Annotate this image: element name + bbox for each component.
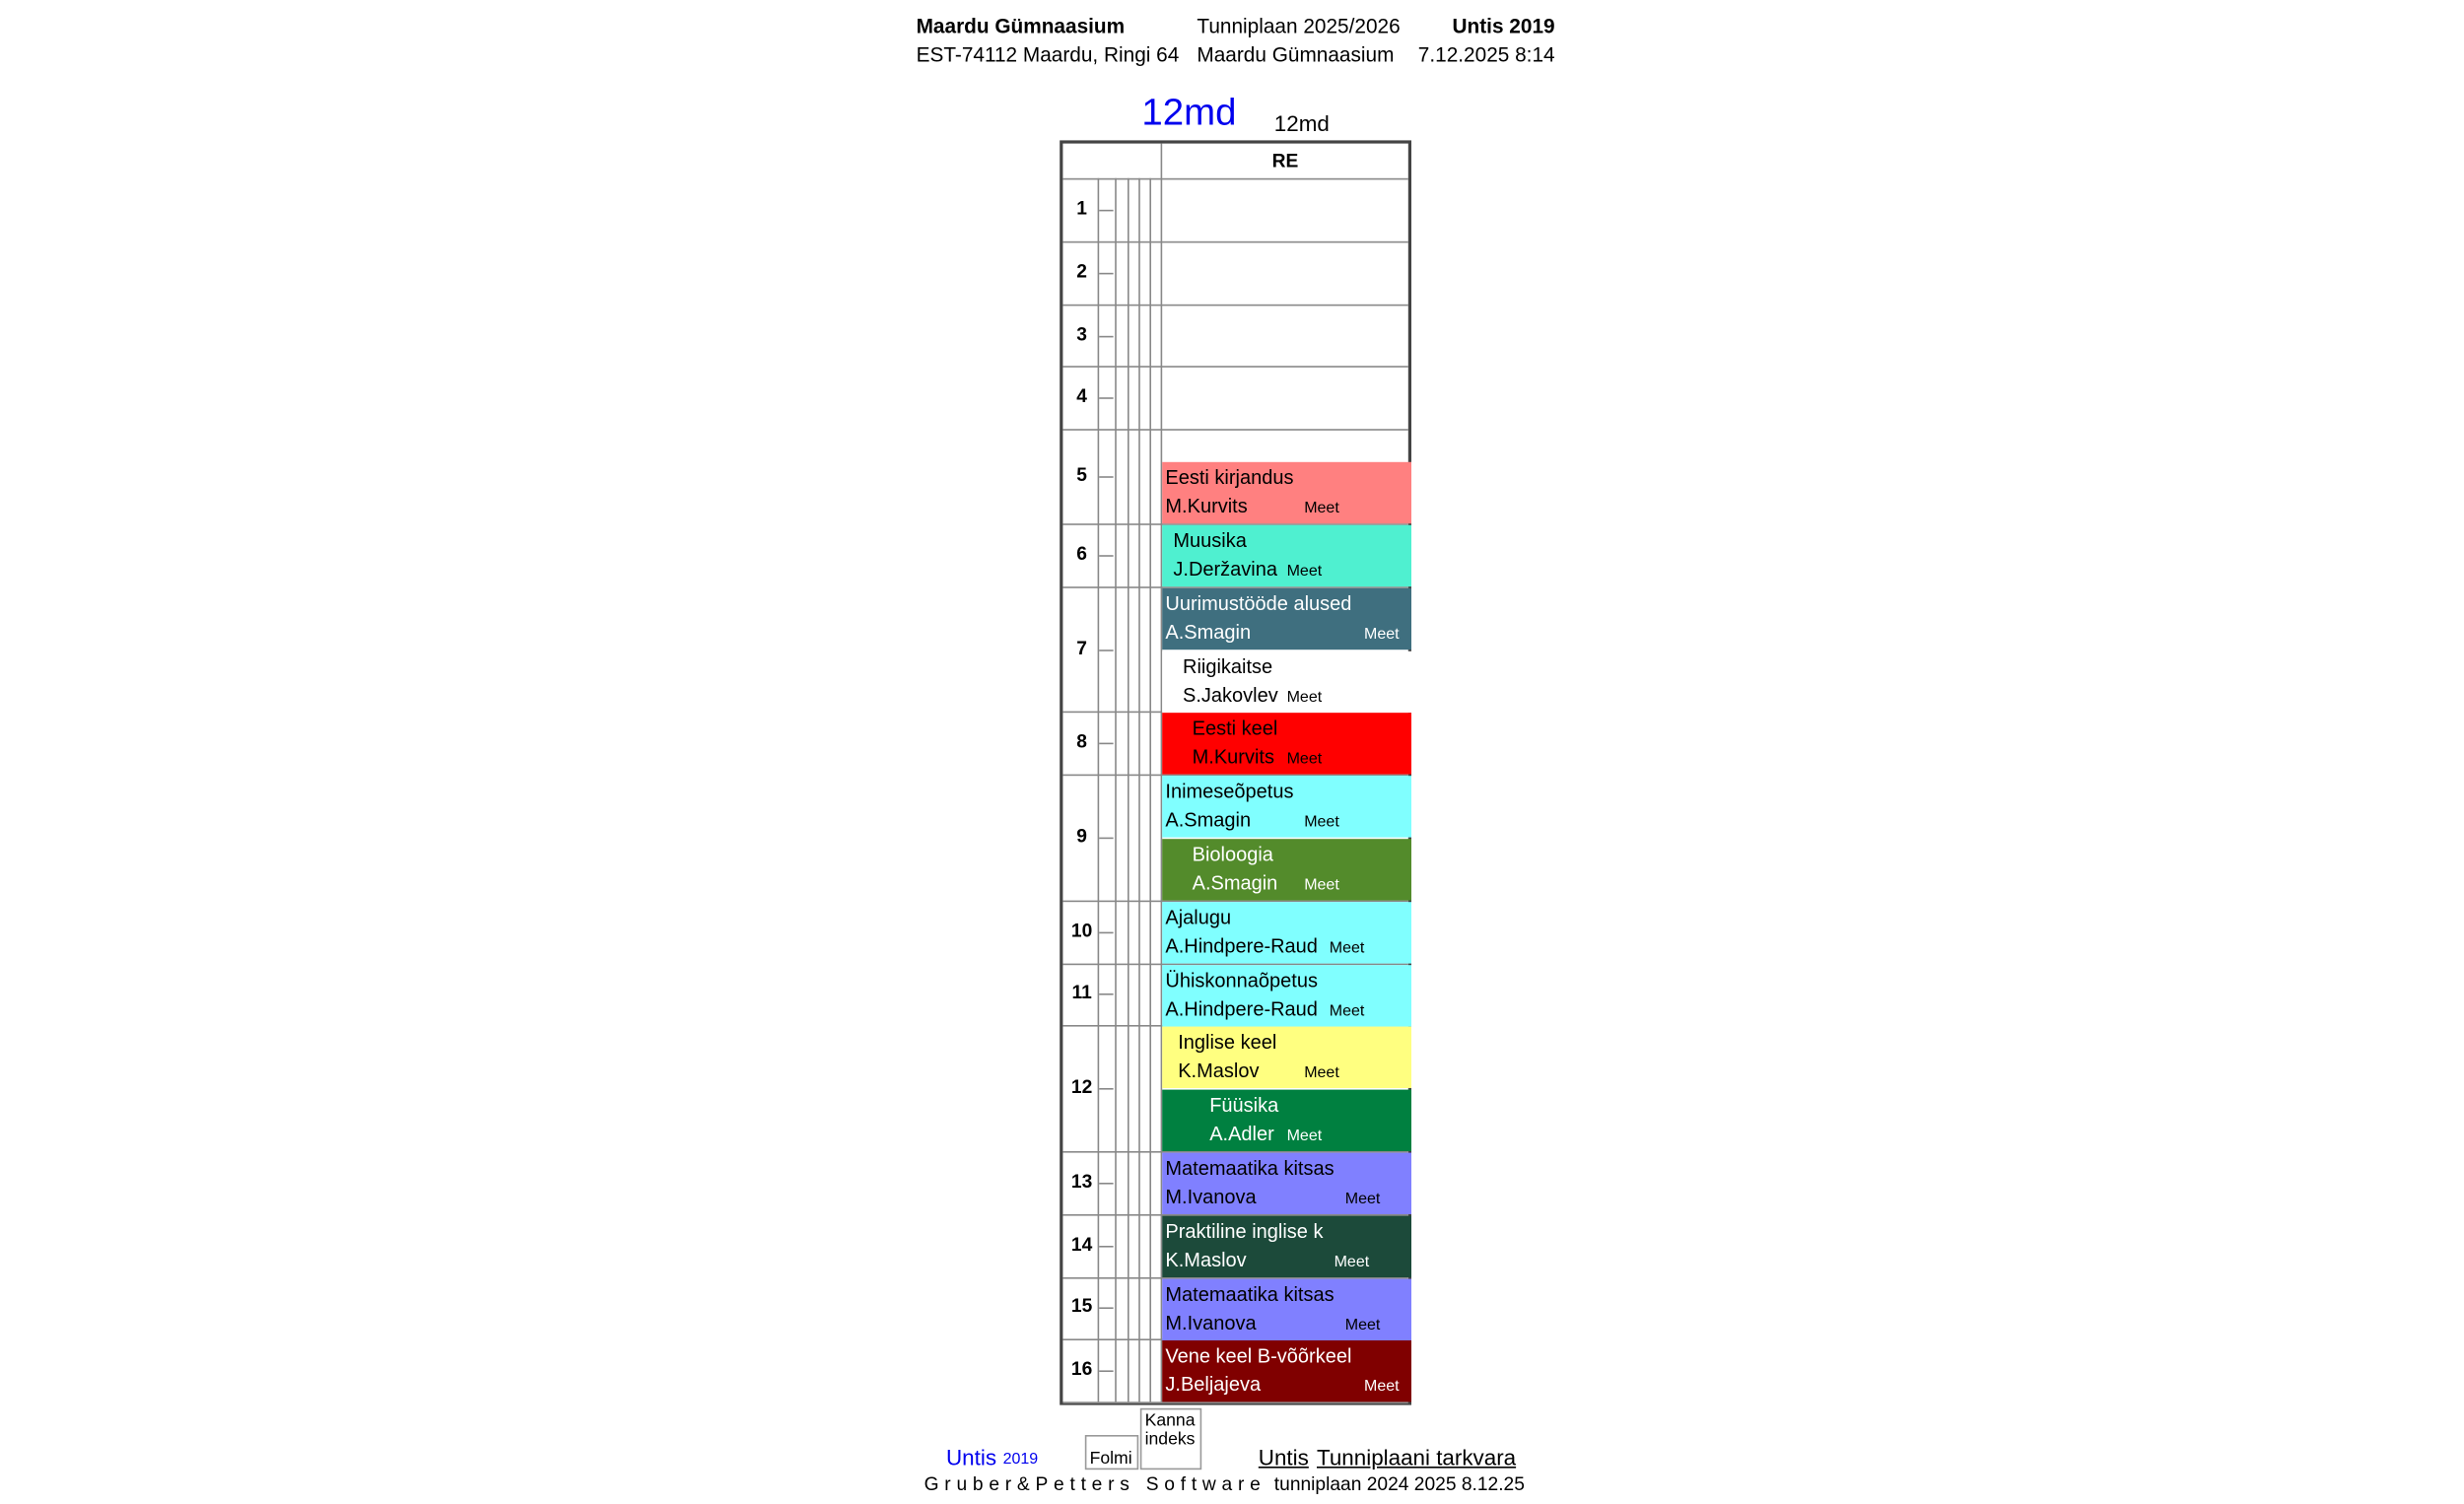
grid-column-line bbox=[1115, 178, 1117, 1402]
lesson-subject: Füüsika bbox=[1209, 1094, 1279, 1117]
lesson-teacher: J.Deržavina bbox=[1173, 558, 1277, 581]
lesson-subject: Ühiskonnaõpetus bbox=[1165, 969, 1318, 991]
period-number: 7 bbox=[1076, 636, 1087, 658]
lesson-room: Meet bbox=[1304, 876, 1339, 895]
period-number: 8 bbox=[1076, 730, 1087, 753]
lesson-block[interactable] bbox=[1162, 1340, 1411, 1401]
grid-column-line bbox=[1098, 178, 1100, 1402]
period-number: 14 bbox=[1070, 1232, 1093, 1255]
grid-row-line bbox=[1062, 178, 1407, 180]
period-tick bbox=[1099, 1088, 1113, 1090]
period-tick bbox=[1099, 837, 1113, 839]
school-address: EST-74112 Maardu, Ringi 64 bbox=[916, 42, 1180, 67]
broken-image-icon bbox=[1085, 1435, 1138, 1470]
lesson-block[interactable] bbox=[1162, 902, 1411, 963]
footer-company: Gruber&Petters Software bbox=[924, 1472, 1266, 1495]
lesson-room: Meet bbox=[1286, 751, 1323, 769]
lesson-room: Meet bbox=[1286, 563, 1323, 581]
lesson-room: Meet bbox=[1364, 1378, 1400, 1397]
lesson-room: Meet bbox=[1344, 1190, 1381, 1208]
period-tick bbox=[1099, 1371, 1113, 1373]
lesson-subject: Muusika bbox=[1173, 529, 1247, 552]
lesson-subject: Uurimustööde alused bbox=[1165, 592, 1352, 615]
untis-link[interactable]: Untis bbox=[1258, 1444, 1309, 1470]
footer-untis-logo: Untis bbox=[946, 1444, 997, 1470]
grid-column-line bbox=[1138, 178, 1140, 1402]
school-name: Maardu Gümnaasium bbox=[916, 14, 1126, 38]
footer-untis-version: 2019 bbox=[1002, 1451, 1039, 1469]
plan-school: Maardu Gümnaasium bbox=[1197, 42, 1395, 67]
lesson-block[interactable] bbox=[1162, 525, 1411, 586]
period-number: 11 bbox=[1071, 981, 1092, 1004]
lesson-room: Meet bbox=[1344, 1316, 1381, 1333]
period-number: 9 bbox=[1076, 824, 1087, 848]
period-tick bbox=[1099, 555, 1113, 557]
lesson-teacher: A.Smagin bbox=[1192, 871, 1278, 895]
lesson-room: Meet bbox=[1304, 1064, 1339, 1083]
lesson-teacher: A.Smagin bbox=[1165, 620, 1252, 644]
lesson-subject: Inimeseõpetus bbox=[1165, 781, 1294, 803]
lesson-subject: Inglise keel bbox=[1178, 1031, 1277, 1055]
grid-column-line bbox=[1149, 178, 1151, 1402]
lesson-subject: Praktiline inglise k bbox=[1165, 1219, 1324, 1243]
lesson-room: Meet bbox=[1304, 500, 1339, 517]
lesson-teacher: M.Ivanova bbox=[1165, 1186, 1257, 1208]
lesson-teacher: A.Smagin bbox=[1165, 808, 1252, 832]
lesson-block[interactable] bbox=[1162, 839, 1411, 900]
period-tick bbox=[1099, 649, 1113, 650]
plan-title: Tunniplaan 2025/2026 bbox=[1197, 14, 1401, 38]
lesson-teacher: J.Beljajeva bbox=[1165, 1374, 1262, 1397]
period-number: 5 bbox=[1076, 463, 1087, 486]
grid-row-line bbox=[1062, 304, 1407, 306]
lesson-subject: Eesti keel bbox=[1192, 718, 1278, 740]
lesson-teacher: K.Maslov bbox=[1178, 1060, 1260, 1083]
image-alt-text: Folmi bbox=[1089, 1449, 1132, 1469]
lesson-teacher: M.Ivanova bbox=[1165, 1311, 1257, 1333]
footer-info: tunniplaan 2024 2025 8.12.25 bbox=[1273, 1472, 1525, 1495]
period-number: 4 bbox=[1076, 384, 1087, 408]
lesson-block[interactable] bbox=[1162, 1215, 1411, 1276]
grid-row-line bbox=[1062, 367, 1407, 369]
lesson-teacher: S.Jakovlev bbox=[1183, 683, 1278, 706]
lesson-room: Meet bbox=[1286, 1128, 1323, 1145]
period-tick bbox=[1099, 272, 1113, 274]
lesson-subject: Vene keel B-võõrkeel bbox=[1165, 1345, 1352, 1368]
lesson-block[interactable] bbox=[1162, 776, 1411, 837]
class-subtitle: 12md bbox=[1273, 110, 1330, 136]
lesson-block[interactable] bbox=[1162, 587, 1411, 649]
period-tick bbox=[1099, 398, 1113, 400]
period-number: 10 bbox=[1070, 919, 1093, 941]
lesson-subject: Matemaatika kitsas bbox=[1165, 1157, 1335, 1180]
grid-row-line bbox=[1062, 240, 1407, 242]
period-tick bbox=[1099, 210, 1113, 212]
class-title: 12md bbox=[1141, 91, 1237, 134]
period-number: 3 bbox=[1076, 322, 1087, 345]
lesson-block[interactable] bbox=[1162, 650, 1411, 712]
lesson-subject: Riigikaitse bbox=[1183, 654, 1273, 678]
period-number: 2 bbox=[1076, 259, 1087, 282]
lesson-teacher: A.Hindpere-Raud bbox=[1165, 997, 1318, 1020]
lesson-block[interactable] bbox=[1162, 1152, 1411, 1213]
lesson-subject: Eesti kirjandus bbox=[1165, 466, 1294, 490]
lesson-block[interactable] bbox=[1162, 1278, 1411, 1339]
lesson-teacher: A.Hindpere-Raud bbox=[1165, 934, 1318, 957]
lesson-teacher: M.Kurvits bbox=[1165, 495, 1248, 517]
grid-row-line bbox=[1062, 430, 1407, 432]
lesson-room: Meet bbox=[1304, 813, 1339, 832]
period-tick bbox=[1099, 1308, 1113, 1310]
print-timestamp: 7.12.2025 8:14 bbox=[1417, 42, 1555, 67]
lesson-block[interactable] bbox=[1162, 462, 1411, 523]
lesson-teacher: A.Adler bbox=[1209, 1123, 1274, 1145]
period-number: 13 bbox=[1070, 1169, 1093, 1193]
period-tick bbox=[1099, 335, 1113, 337]
period-tick bbox=[1099, 994, 1113, 996]
period-tick bbox=[1099, 1183, 1113, 1185]
lesson-room: Meet bbox=[1334, 1253, 1370, 1271]
lesson-room: Meet bbox=[1329, 1001, 1365, 1020]
image-alt-text: Kanna indeks bbox=[1144, 1411, 1196, 1450]
broken-image-icon bbox=[1140, 1408, 1201, 1470]
period-number: 1 bbox=[1076, 196, 1087, 220]
period-tick bbox=[1099, 931, 1113, 933]
lesson-room: Meet bbox=[1286, 688, 1323, 706]
period-tick bbox=[1099, 476, 1113, 478]
lesson-subject: Bioloogia bbox=[1192, 843, 1273, 866]
lesson-block[interactable] bbox=[1162, 964, 1411, 1025]
lesson-block[interactable] bbox=[1162, 1090, 1411, 1151]
lesson-subject: Ajalugu bbox=[1165, 906, 1232, 928]
period-number: 12 bbox=[1070, 1075, 1093, 1098]
day-column-header: RE bbox=[1271, 150, 1299, 172]
lesson-room: Meet bbox=[1364, 625, 1400, 644]
lesson-teacher: M.Kurvits bbox=[1192, 746, 1274, 769]
lesson-block[interactable] bbox=[1162, 1027, 1411, 1088]
timetable-grid bbox=[1060, 140, 1411, 1404]
software-name: Untis 2019 bbox=[1452, 14, 1555, 38]
lesson-room: Meet bbox=[1329, 939, 1365, 957]
lesson-teacher: K.Maslov bbox=[1165, 1248, 1247, 1271]
period-tick bbox=[1099, 743, 1113, 745]
lesson-block[interactable] bbox=[1162, 714, 1411, 775]
period-number: 16 bbox=[1070, 1357, 1093, 1381]
tunniplaani-tarkvara-link[interactable]: Tunniplaani tarkvara bbox=[1317, 1444, 1517, 1470]
period-number: 6 bbox=[1076, 542, 1087, 565]
period-tick bbox=[1099, 1245, 1113, 1247]
grid-column-line bbox=[1128, 178, 1129, 1402]
period-number: 15 bbox=[1070, 1295, 1093, 1318]
lesson-subject: Matemaatika kitsas bbox=[1165, 1282, 1335, 1305]
